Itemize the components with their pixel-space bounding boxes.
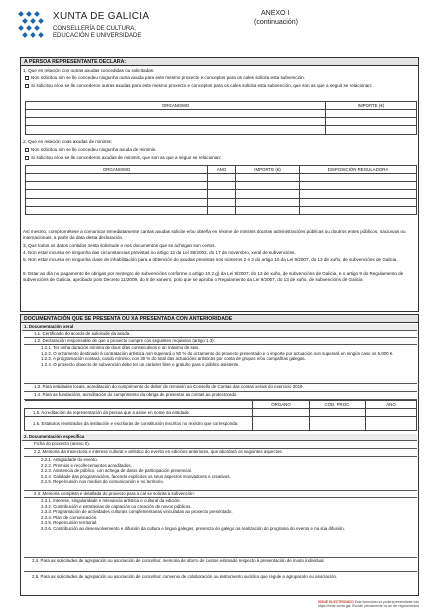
declaration-5: 5. Non estar incursa en ningunha clase de inhabilitación para a obtención de axudas previstas nos números 2 e 3 do artigo 10 da Lei 9/2007, do 13 de xuño, de subvencións de Galicia. <box>23 257 398 262</box>
aid-table-header-organism: ORGANISMO <box>26 102 326 110</box>
doc-item-2-2-1: 2.2.1. Antigüidade do evento. <box>41 457 98 462</box>
q1-option-no[interactable]: Non solicitou nin se lle concedeu ningunha outra axuda para este mesmo proxecto e conceptos para os cales solicita esta subvención. <box>25 75 417 81</box>
doc-item-2-2[interactable]: 2.2. Memoria da traxectoria e interese cultural e artístico do evento en edicións anteriores, que abordará os seguintes aspectos: <box>24 449 417 457</box>
doc-item-2-3-1: 2.3.1. Interese, singularidade e relevancia artística e cultural da edición. <box>41 498 181 503</box>
col-organ: ÓRGANO <box>253 401 310 409</box>
doc-item-1-2[interactable]: 1.2. Declaración responsable de que o proxecto cumpre cos seguintes requisitos (artigo 1.3): <box>24 338 417 345</box>
doc-item-2-2-5: 2.2.5. Repercusión nos medios de comunicación e no territorio. <box>41 479 165 484</box>
xunta-logo-icon <box>15 8 49 44</box>
footer-note <box>318 601 430 609</box>
footer-brand: ISSUE ELECTRÓNICO <box>318 600 354 604</box>
doc-item-2-2-3: 2.2.3. Asistencia de público, con achega de datos de participación presencial. <box>41 468 192 473</box>
table-row[interactable] <box>26 126 417 134</box>
doc-item-2-5[interactable]: 2.5. Para as solicitudes de agrupación ou asociación de concellos: convenio de colaboración ou instrumento xurídico que regule a agrupación ou asociación. <box>32 574 338 579</box>
doc-project-sheet[interactable]: Ficha do proxecto (anexo II). <box>24 441 417 449</box>
org-dept-line1: CONSELLERÍA DE CULTURA, <box>53 26 136 32</box>
col-proc-code: CÓD. PROC. <box>310 401 366 409</box>
checkbox-icon[interactable] <box>25 84 29 88</box>
q2-option-no[interactable]: Non solicitou nin se lle concedeu ningunha axuda de minimis. <box>25 147 417 153</box>
org-name: XUNTA DE GALICIA <box>53 11 150 22</box>
doc-item-1-6: 1.6. Estatutos rexistrados da institución e escrituras de constitución inscritos no rexistro que corresponda. <box>25 417 253 431</box>
declaration-6: 6. Estar ao día no pagamento de obrigas por reintegro de subvencións conforme o artigo 10.2.g) da Lei 9/2007, do 13 de xuño, de subvencións de Galicia, e o artigo 9 do Regulamento de subvencións de Galicia, aprobado polo Decreto 11/2009, do 8 de xaneiro, polo que se aproba o Regulamento da Lei 9/2007, do 13 de xuño, de subvencións de Galicia <box>23 271 404 282</box>
table-row[interactable] <box>26 182 417 190</box>
declaration-3: 3. Que todos os datos contidos nesta solicitude e nos documentos que se achegan son certos. <box>23 243 216 248</box>
q2-text: 2. Que en relación coas axudas de minimis: <box>23 139 113 144</box>
doc-item-1-2-2: 1.2.2. O orzamento destinado á contratación artística non superará o 50 % do orzamento do proxecto presentado e o importe por actuación non superará en ningún caso os 5.000 €. <box>41 350 394 356</box>
table-row[interactable] <box>26 206 417 214</box>
doc-item-2-3-6: 2.3.6. Contribución ao desenvolvemento e difusión da cultura e lingua galegas, presenza do galego na realización do programa do evento e na súa difusión. <box>41 525 345 531</box>
doc-item-1-5: 1.5. Acreditación da representación da persoa que a asine en nome da entidade. <box>25 409 253 417</box>
table-row[interactable] <box>26 190 417 198</box>
doc-item-1-2-3: 1.2.3. A programación contará, cando mínimo, con 30 % do total das actuacións artísticas por conta de grupos e/ou compañías galegas. <box>41 356 306 361</box>
doc-item-2-3-3: 2.3.3. Programación de actividades culturais complementarias vinculadas ao proxecto presentado. <box>41 509 233 514</box>
aid-table-header-amount: IMPORTE (€) <box>326 102 417 110</box>
table-row[interactable] <box>26 174 417 182</box>
doc-item-1-3[interactable]: 1.3. Para entidades locais, acreditación do cumprimento do deber de remisión ao Consello de Contas das contas xerais do exercicio 2019. <box>24 384 417 392</box>
general-docs-heading: 1. Documentación xeral <box>22 324 417 331</box>
minimis-header-year: ANO <box>208 166 236 174</box>
table-row[interactable] <box>26 110 417 118</box>
previous-docs-table <box>24 400 417 431</box>
doc-item-2-3-list <box>24 498 417 558</box>
footer-text: Este formulario só poderá presentarse nas https://sede.xunta.gal. Escolle previamente os ao ver regulamentos <box>318 600 420 608</box>
minimis-header-organism: ORGANISMO <box>26 166 208 174</box>
minimis-table <box>25 165 417 215</box>
specific-docs-heading: 2. Documentación específica <box>22 434 417 441</box>
documentation-heading: DOCUMENTACIÓN QUE SE PRESENTA OU XA PRESENTADA CON ANTERIORIDADE <box>21 315 418 323</box>
declaration-heading: A PERSOA REPRESENTANTE DECLARA: <box>21 58 418 66</box>
checkbox-icon[interactable] <box>25 76 29 80</box>
col-year: ANO <box>366 401 417 409</box>
doc-item-1-1[interactable]: 1.1. Certificado do acordo de solicitude da axuda. <box>24 331 417 338</box>
org-dept-line2: EDUCACIÓN E UNIVERSIDADE <box>53 33 142 39</box>
annex-subtitle: (continuación) <box>254 19 298 26</box>
doc-item-2-2-4: 2.2.4. Calidade das programacións, facendo explícitos os seus aspectos innovadores e creativos. <box>41 473 231 479</box>
doc-item-2-3-2: 2.3.2. Contribución e estratexias de captación ou creación de novos públicos. <box>41 503 192 509</box>
doc-item-2-3[interactable]: 2.3. Memoria completa e detallada do proxecto para o cal se solicita a subvención: <box>24 491 417 498</box>
q2-option-yes[interactable]: Si solicitou e/ou se lle concederon axudas de minimis, que son as que a seguir se relacionan: <box>25 155 417 161</box>
doc-item-1-2-list <box>24 345 417 384</box>
declaration-4: 4. Non estar incursa en ningunha das circunstancias previstas no artigo 13 da Lei 38/2003, do 17 de novembro, xeral de subvencións. <box>23 250 296 255</box>
document-header <box>13 6 428 52</box>
doc-item-1-2-4: 1.2.4. O proxecto obxecto de subvención debe ter un carácter libre e gratuíto para o público asistente. <box>41 361 240 367</box>
doc-item-1-2-1: 1.2.1. Ter unha duración mínima de dous días consecutivos e un máximo de seis. <box>41 345 200 350</box>
q1-text: 1. Que en relación con outras axudas concedidas ou solicitadas: <box>23 68 155 73</box>
aid-table <box>25 101 417 135</box>
doc-item-2-4[interactable]: 2.4. Para as solicitudes de agrupación ou asociación de concellos: memoria de aforro de custos estimado respecto á presentación de modo individual. <box>24 558 417 572</box>
doc-item-2-2-2: 2.2.2. Premios e recoñecementos acreditados. <box>41 462 132 468</box>
checkbox-icon[interactable] <box>25 156 29 160</box>
annex-title: ANEXO I <box>261 10 290 17</box>
doc-item-2-3-5: 2.3.5. Repercusión territorial. <box>41 520 98 525</box>
q1-option-yes[interactable]: Si solicitou e/ou se lle concederon outras axudas para este mesmo proxecto e conceptos para os cales solicita esta subvención, que son as que a seguir se relacionan: <box>25 83 417 89</box>
doc-item-2-2-list <box>24 457 417 491</box>
checkbox-icon[interactable] <box>25 148 29 152</box>
minimis-header-regulation: DISPOSICIÓN REGULADORA <box>300 166 417 174</box>
commitment-text: Así mesmo, comprométese a comunicar inmediatamente cantas axudas solicite e/ou obteña en réxime de minimis doutras administracións públicas ou doutros entes públicos, nacionais ou internacionais, a partir da data desta declaración. <box>23 229 406 240</box>
doc-item-2-3-4: 2.3.4. Plan de comunicación. <box>41 514 98 520</box>
doc-item-1-4[interactable]: 1.4. Para as fundacións, acreditación do cumprimento da obriga de presentar as contas ao protectorado. <box>24 392 417 400</box>
table-row[interactable] <box>26 118 417 126</box>
minimis-header-amount: IMPORTE (€) <box>236 166 300 174</box>
table-row[interactable] <box>26 198 417 206</box>
